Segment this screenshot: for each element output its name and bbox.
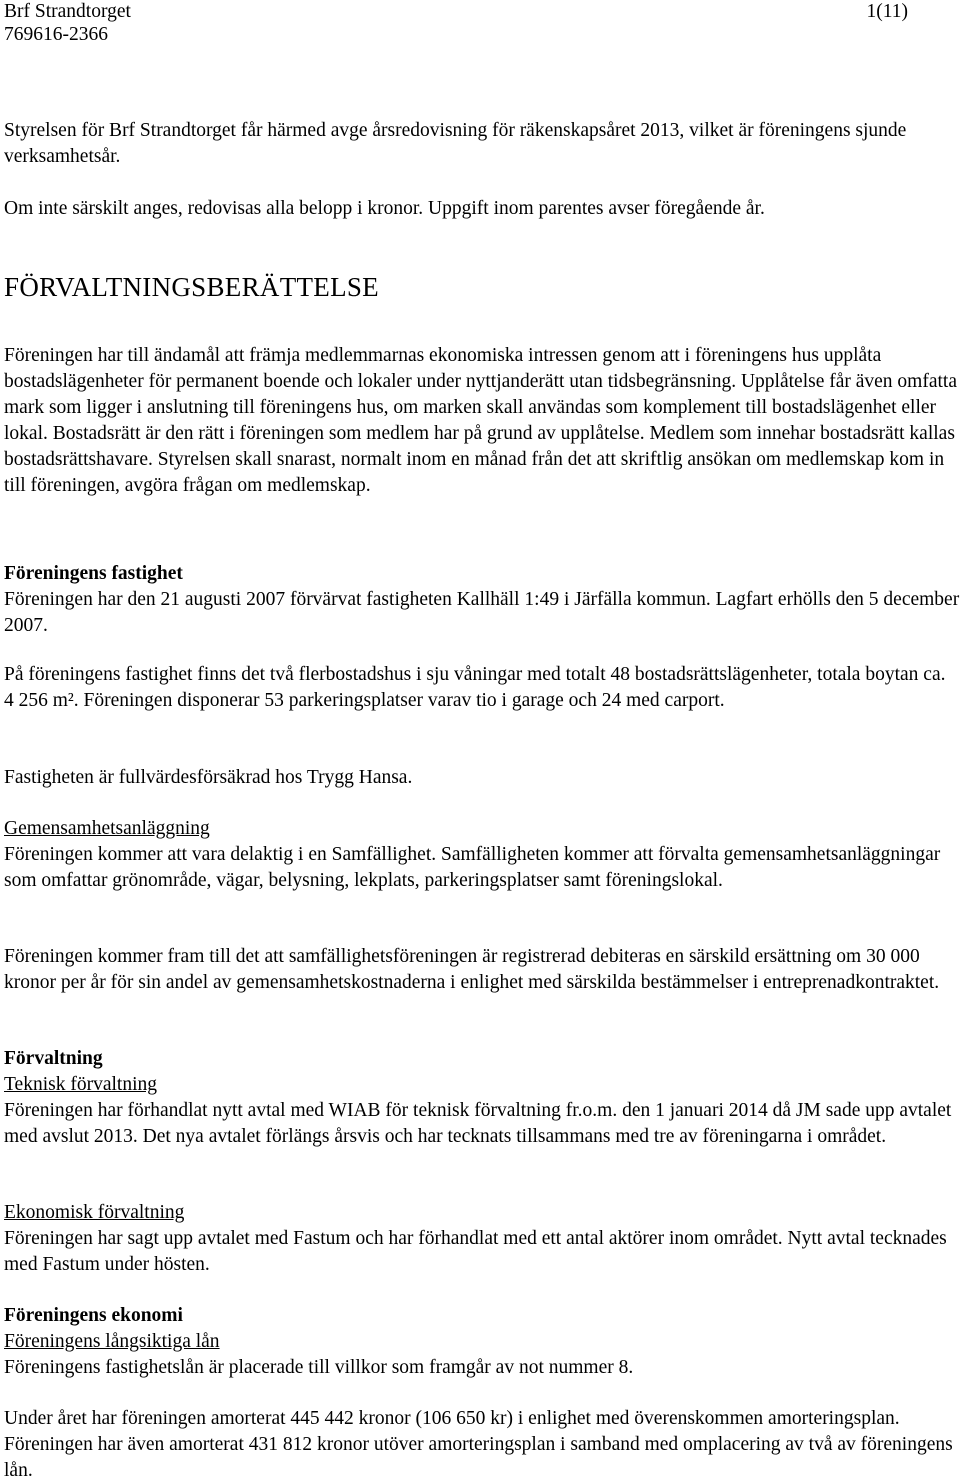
technical-management-heading: Teknisk förvaltning [4,1074,157,1095]
property-paragraph-2: På föreningens fastighet finns det två flerbostadshus i sju våningar med totalt 48 bostadsrättslägenheter, totala boytan ca. 4 256 m². Föreningen disponerar 53 parkeringsplatser varav tio i garage och 24 med carport. [4,664,946,711]
technical-management-paragraph: Föreningen har förhandlat nytt avtal med WIAB för teknisk förvaltning fr.o.m. den 1 januari 2014 då JM sade upp avtalet med avslut 2013. Det nya avtalet förlängs årsvis och har tecknats tillsammans med tre av föreningarna i området. [4,1100,952,1147]
common-facility-paragraph-2: Föreningen kommer fram till det att samfällighetsföreningen är registrerad debiteras en särskild ersättning om 30 000 kronor per år för sin andel av gemensamhetskostnaderna i enlighet med särskilda bestämmelser i entreprenadkontraktet. [4,946,940,993]
purpose-paragraph: Föreningen har till ändamål att främja medlemmarnas ekonomiska intressen genom att i föreningens hus upplåta bostadslägenheter för permanent boende och lokaler under nyttjanderätt utan tidsbegränsning. Upplåtelse får även omfatta mark som ligger i anslutning till föreningens hus, om marken skall användas som komplement till bostadslägenhet eller lokal. Bostadsrätt är den rätt i föreningen som medlem har på grund av upplåtelse. Medlem som innehar bostadsrätt kallas bostadsrättshavare. Styrelsen skall snarast, normalt inom en månad från det att skriftlig ansökan om medlemskap kom in till föreningen, avgöra frågan om medlemskap. [4,345,957,496]
property-heading: Föreningens fastighet [4,563,183,584]
management-heading: Förvaltning [4,1048,103,1069]
long-term-loans-heading: Föreningens långsiktiga lån [4,1331,220,1352]
property-paragraph-3: Fastigheten är fullvärdesförsäkrad hos Trygg Hansa. [4,767,413,788]
org-number: 769616-2366 [4,24,108,45]
economic-management-heading: Ekonomisk förvaltning [4,1202,185,1223]
economy-heading: Föreningens ekonomi [4,1305,183,1326]
association-name: Brf Strandtorget [4,1,131,22]
common-facility-heading: Gemensamhetsanläggning [4,818,210,839]
main-heading: FÖRVALTNINGSBERÄTTELSE [4,272,379,302]
loans-paragraph-1: Föreningens fastighetslån är placerade till villkor som framgår av not nummer 8. [4,1357,634,1378]
page-number: 1(11) [866,1,908,22]
economic-management-paragraph: Föreningen har sagt upp avtalet med Fastum och har förhandlat med ett antal aktörer inom området. Nytt avtal tecknades med Fastum under hösten. [4,1228,947,1275]
currency-note: Om inte särskilt anges, redovisas alla belopp i kronor. Uppgift inom parentes avser föregående år. [4,198,765,219]
common-facility-paragraph-1: Föreningen kommer att vara delaktig i en Samfällighet. Samfälligheten kommer att förvalta gemensamhetsanläggningar som omfattar grönområde, vägar, belysning, lekplats, parkeringsplatser samt föreningslokal. [4,844,941,891]
page-header [4,0,908,24]
intro-paragraph: Styrelsen för Brf Strandtorget får härmed avge årsredovisning för räkenskapsåret 2013, vilket är föreningens sjunde verksamhetsår. [4,120,907,167]
loans-paragraph-2: Under året har föreningen amorterat 445 442 kronor (106 650 kr) i enlighet med överenskommen amorteringsplan. Föreningen har även amorterat 431 812 kronor utöver amorteringsplan i samband med omplacering av två av föreningens lån. [4,1408,953,1481]
property-paragraph-1: Föreningen har den 21 augusti 2007 förvärvat fastigheten Kallhäll 1:49 i Järfälla kommun. Lagfart erhölls den 5 december 2007. [4,589,960,636]
